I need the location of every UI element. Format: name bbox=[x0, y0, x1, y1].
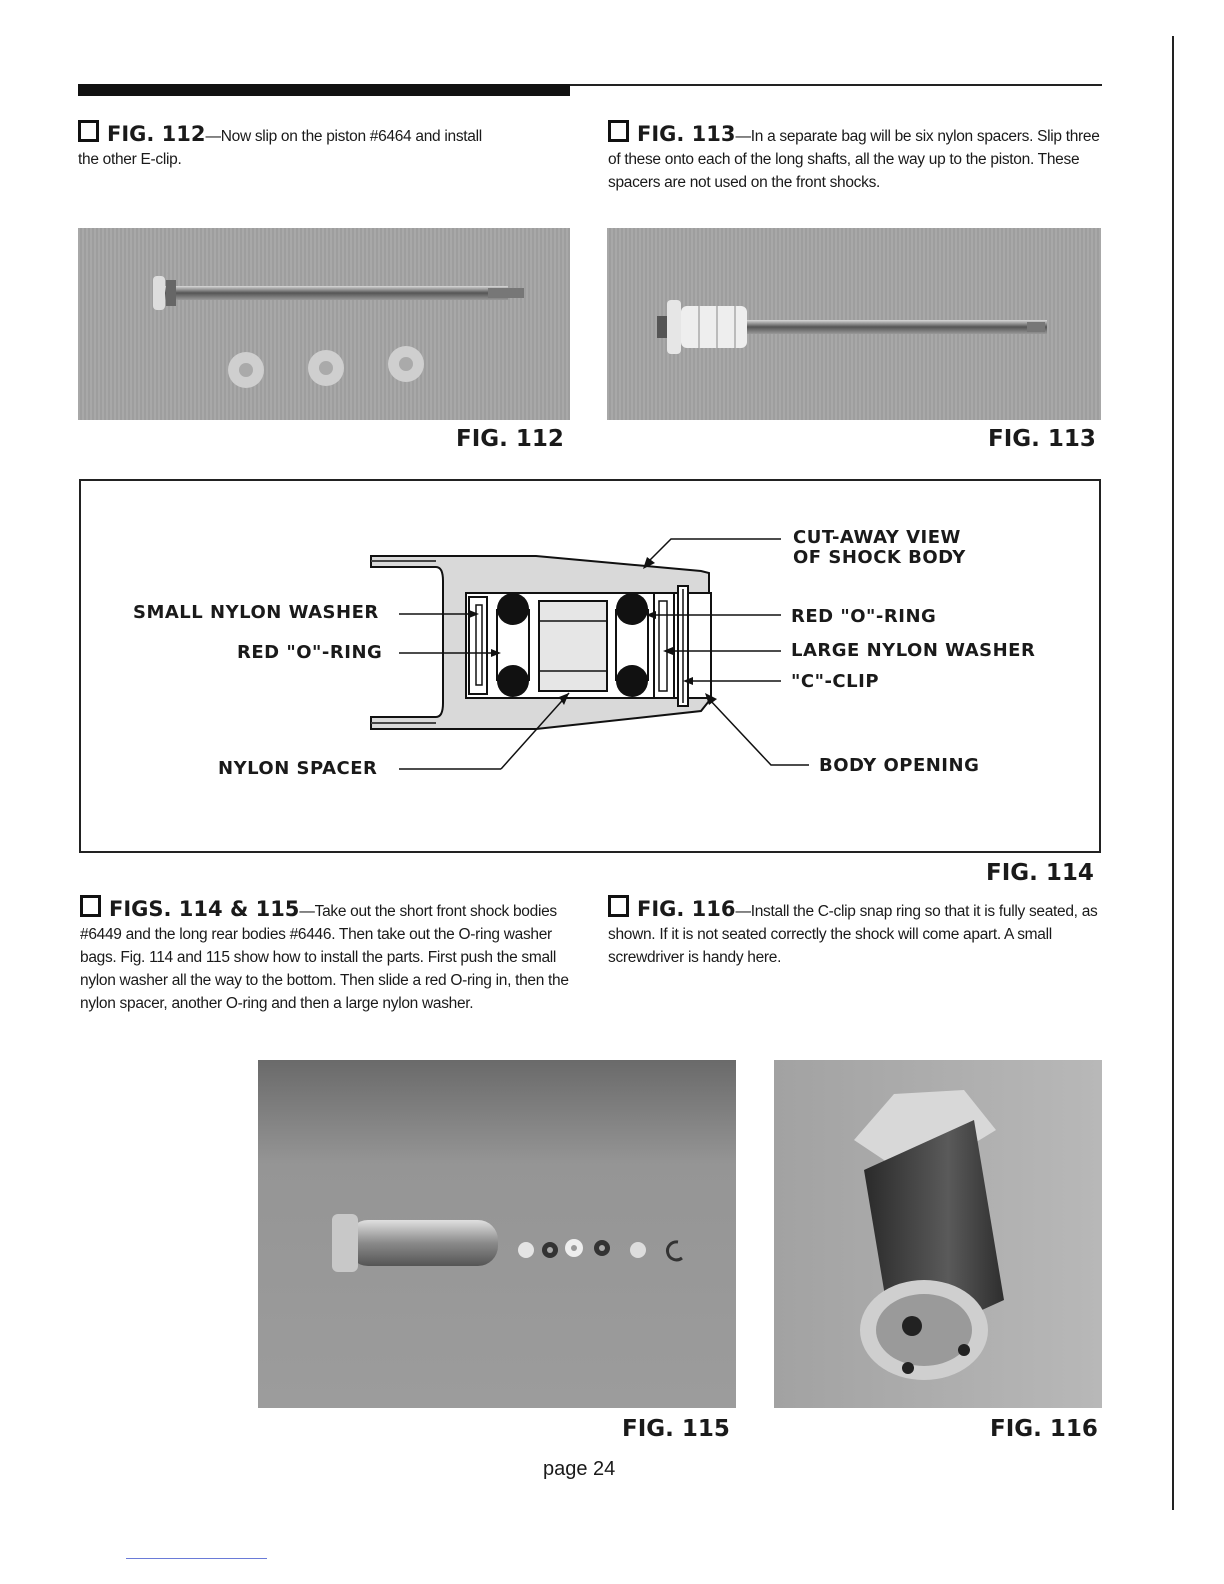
figs114-115-paragraph bbox=[80, 895, 574, 1015]
checkbox-icon[interactable] bbox=[78, 120, 99, 142]
fig115-caption: FIG. 115 bbox=[622, 1416, 730, 1442]
label-large-nylon-washer: LARGE NYLON WASHER bbox=[791, 640, 1036, 661]
figs114-115-text-first: —Take out the short front bbox=[299, 903, 466, 920]
label-red-oring-right: RED "O"-RING bbox=[791, 606, 937, 627]
fig112-photo bbox=[78, 228, 570, 420]
fig112-paragraph bbox=[78, 120, 572, 171]
fig115-photo bbox=[258, 1060, 736, 1408]
fig116-paragraph bbox=[608, 895, 1104, 969]
fig112-caption: FIG. 112 bbox=[456, 426, 564, 452]
fig112-heading: FIG. 112 bbox=[107, 122, 206, 146]
header-rule-thin bbox=[570, 84, 1102, 86]
fig113-paragraph bbox=[608, 120, 1104, 194]
label-body-opening: BODY OPENING bbox=[819, 755, 980, 776]
fig112-text-first: —Now slip on the piston #6464 and install bbox=[205, 128, 482, 145]
label-nylon-spacer: NYLON SPACER bbox=[218, 758, 378, 779]
fig116-text-rest: fully seated, as shown. If it is not seated correctly the shock will come apart. A small screwdriver is handy here. bbox=[608, 903, 1098, 966]
fig113-caption: FIG. 113 bbox=[988, 426, 1096, 452]
label-small-nylon-washer: SMALL NYLON WASHER bbox=[133, 602, 379, 623]
checkbox-icon[interactable] bbox=[608, 895, 629, 917]
checkbox-icon[interactable] bbox=[608, 120, 629, 142]
fig116-photo bbox=[774, 1060, 1102, 1408]
bottom-link-line bbox=[126, 1558, 267, 1559]
figs114-115-heading: FIGS. 114 & 115 bbox=[109, 897, 300, 921]
checkbox-icon[interactable] bbox=[80, 895, 101, 917]
fig113-text-first: —In a separate bag will be six nylon bbox=[735, 128, 973, 145]
page-edge-line bbox=[1172, 36, 1174, 1510]
fig113-photo bbox=[607, 228, 1101, 420]
label-cutaway-2: OF SHOCK BODY bbox=[793, 547, 966, 568]
fig116-text-first: —Install the C-clip snap ring so that it is bbox=[735, 903, 995, 920]
fig114-caption: FIG. 114 bbox=[986, 860, 1094, 886]
label-c-clip: "C"-CLIP bbox=[791, 671, 880, 692]
fig112-text-rest: the other E-clip. bbox=[78, 151, 182, 168]
label-cutaway-1: CUT-AWAY VIEW bbox=[793, 527, 961, 548]
header-rule-thick bbox=[78, 84, 570, 96]
fig114-diagram bbox=[79, 479, 1101, 853]
fig113-heading: FIG. 113 bbox=[637, 122, 736, 146]
fig116-caption: FIG. 116 bbox=[990, 1416, 1098, 1442]
fig116-heading: FIG. 116 bbox=[637, 897, 736, 921]
label-red-oring-left: RED "O"-RING bbox=[237, 642, 383, 663]
figs114-115-text-rest: shock bodies #6449 and the long rear bodies #6446. Then take out the O-ring washer bags. Fig. 114 and 115 show how to install the parts. First push the small nylon washer all the way to the bottom. Then slide a red O-ring in, then the nylon spacer, another O-ring and then a large nylon washer. bbox=[80, 903, 569, 1012]
fig113-text-rest: spacers. Slip three of these onto each of the long shafts, all the way up to the piston. These spacers are not used on the front shocks. bbox=[608, 128, 1100, 191]
page-number: page 24 bbox=[543, 1458, 616, 1480]
